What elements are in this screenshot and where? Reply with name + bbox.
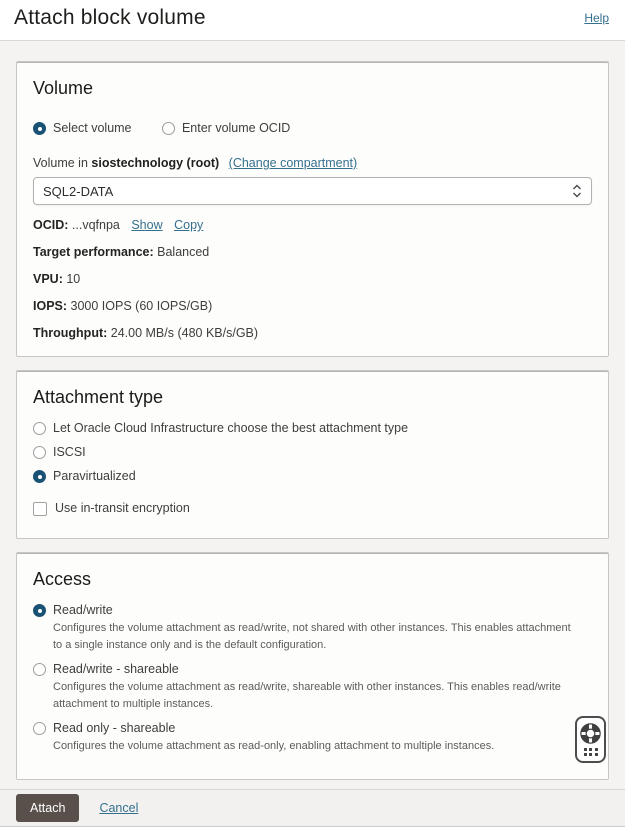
radio-enter-volume-ocid[interactable] xyxy=(162,121,290,136)
radio-read-only-shareable[interactable] xyxy=(33,721,592,736)
radio-iscsi-label: ISCSI xyxy=(53,445,86,459)
detail-value: 3000 IOPS (60 IOPS/GB) xyxy=(70,299,213,313)
in-transit-encryption-checkbox[interactable] xyxy=(33,502,47,516)
radio-read-only-shareable-label: Read only - shareable xyxy=(53,721,176,735)
volume-section xyxy=(16,61,609,357)
dots-grid-icon xyxy=(584,748,598,757)
in-transit-encryption-label: Use in-transit encryption xyxy=(55,501,190,515)
radio-auto-attachment[interactable] xyxy=(33,421,592,436)
detail-value: Balanced xyxy=(157,245,210,259)
radio-read-write-shareable-label: Read/write - shareable xyxy=(53,662,179,676)
lifebuoy-icon xyxy=(580,723,601,744)
dialog-footer xyxy=(0,789,625,827)
access-title: Access xyxy=(33,569,92,589)
detail-label: Throughput: xyxy=(33,326,108,340)
radio-read-write-control[interactable] xyxy=(33,604,46,617)
radio-read-write-label: Read/write xyxy=(53,603,113,617)
radio-iscsi[interactable] xyxy=(33,445,592,460)
detail-row-throughput xyxy=(33,326,592,340)
compartment-name: siostechnology (root) xyxy=(91,156,220,170)
cancel-link[interactable]: Cancel xyxy=(99,801,139,815)
select-updown-icon xyxy=(572,184,582,198)
detail-label: Target performance: xyxy=(33,245,154,259)
ocid-show-link[interactable]: Show xyxy=(131,218,163,232)
detail-value: 24.00 MB/s (480 KB/s/GB) xyxy=(110,326,259,340)
radio-auto-attachment-control[interactable] xyxy=(33,422,46,435)
compartment-prefix: Volume in xyxy=(33,156,88,170)
radio-read-write-shareable[interactable] xyxy=(33,662,592,677)
attachment-type-title: Attachment type xyxy=(33,387,164,407)
in-transit-encryption-row[interactable] xyxy=(33,501,592,516)
help-link[interactable]: Help xyxy=(584,11,609,25)
radio-paravirtualized-control[interactable] xyxy=(33,470,46,483)
change-compartment-link[interactable]: (Change compartment) xyxy=(228,156,358,170)
radio-select-volume-control[interactable] xyxy=(33,122,46,135)
radio-iscsi-control[interactable] xyxy=(33,446,46,459)
read-only-shareable-description: Configures the volume attachment as read-only, enabling attachment to multiple instances. xyxy=(53,740,495,752)
ocid-copy-link[interactable]: Copy xyxy=(174,218,204,232)
access-section xyxy=(16,552,609,780)
read-write-shareable-description: Configures the volume attachment as read/write, shareable with other instances. This enables read/write attachment to multiple instances. xyxy=(53,681,561,710)
read-write-description: Configures the volume attachment as read/write, not shared with other instances. This enables attachment to a single instance only and is the default configuration. xyxy=(53,622,571,651)
compartment-line xyxy=(33,156,592,170)
detail-value: 10 xyxy=(66,272,81,286)
attach-button[interactable]: Attach xyxy=(16,794,79,822)
attachment-type-section xyxy=(16,370,609,539)
help-launcher-widget[interactable] xyxy=(575,716,606,763)
radio-select-volume-label: Select volume xyxy=(53,121,132,135)
bottom-strip xyxy=(0,827,625,831)
detail-row-iops xyxy=(33,299,592,313)
detail-row-vpu xyxy=(33,272,592,286)
ocid-label: OCID: xyxy=(33,218,69,232)
detail-label: VPU: xyxy=(33,272,63,286)
radio-select-volume[interactable] xyxy=(33,121,132,136)
radio-enter-volume-ocid-control[interactable] xyxy=(162,122,175,135)
dialog-body xyxy=(0,41,625,789)
radio-paravirtualized[interactable] xyxy=(33,469,592,484)
radio-read-only-shareable-control[interactable] xyxy=(33,722,46,735)
radio-read-write[interactable] xyxy=(33,603,592,618)
radio-read-write-shareable-control[interactable] xyxy=(33,663,46,676)
ocid-row xyxy=(33,218,592,232)
detail-row-target-performance xyxy=(33,245,592,259)
page-title: Attach block volume xyxy=(14,6,206,29)
radio-paravirtualized-label: Paravirtualized xyxy=(53,469,136,483)
radio-auto-attachment-label: Let Oracle Cloud Infrastructure choose the best attachment type xyxy=(53,421,409,435)
detail-label: IOPS: xyxy=(33,299,68,313)
ocid-value: ...vqfnpa xyxy=(71,218,120,232)
dialog-header xyxy=(0,0,625,41)
volume-select[interactable] xyxy=(33,177,592,205)
radio-enter-volume-ocid-label: Enter volume OCID xyxy=(181,121,291,135)
volume-section-title: Volume xyxy=(33,78,94,98)
volume-source-radio-group xyxy=(33,112,592,145)
volume-select-value: SQL2-DATA xyxy=(43,183,114,199)
